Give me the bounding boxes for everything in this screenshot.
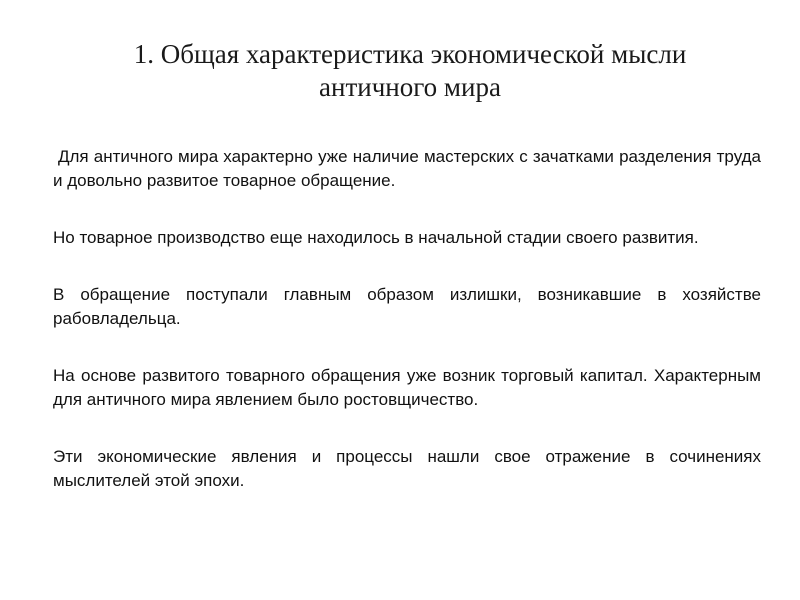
slide-title-line-1: 1. Общая характеристика экономической мысли	[133, 39, 687, 69]
slide-body	[53, 145, 761, 526]
slide-title-line-2: античного мира	[319, 72, 501, 102]
paragraph-commodity-production: Но товарное производство еще находилось в начальной стадии своего развития.	[53, 228, 699, 247]
paragraph-workshops: Для античного мира характерно уже наличие мастерских с зачатками разделения труда и довольно развитое товарное обращение.	[53, 147, 761, 190]
paragraph-thinkers-reflection: Эти экономические явления и процессы нашли свое отражение в сочинениях мыслителей этой эпохи.	[53, 447, 761, 490]
paragraph-trade-capital: На основе развитого товарного обращения уже возник торговый капитал. Характерным для античного мира явлением было ростовщичество.	[53, 366, 761, 409]
paragraph-surplus-circulation: В обращение поступали главным образом излишки, возникавшие в хозяйстве рабовладельца.	[53, 285, 761, 328]
slide-title	[60, 38, 760, 104]
